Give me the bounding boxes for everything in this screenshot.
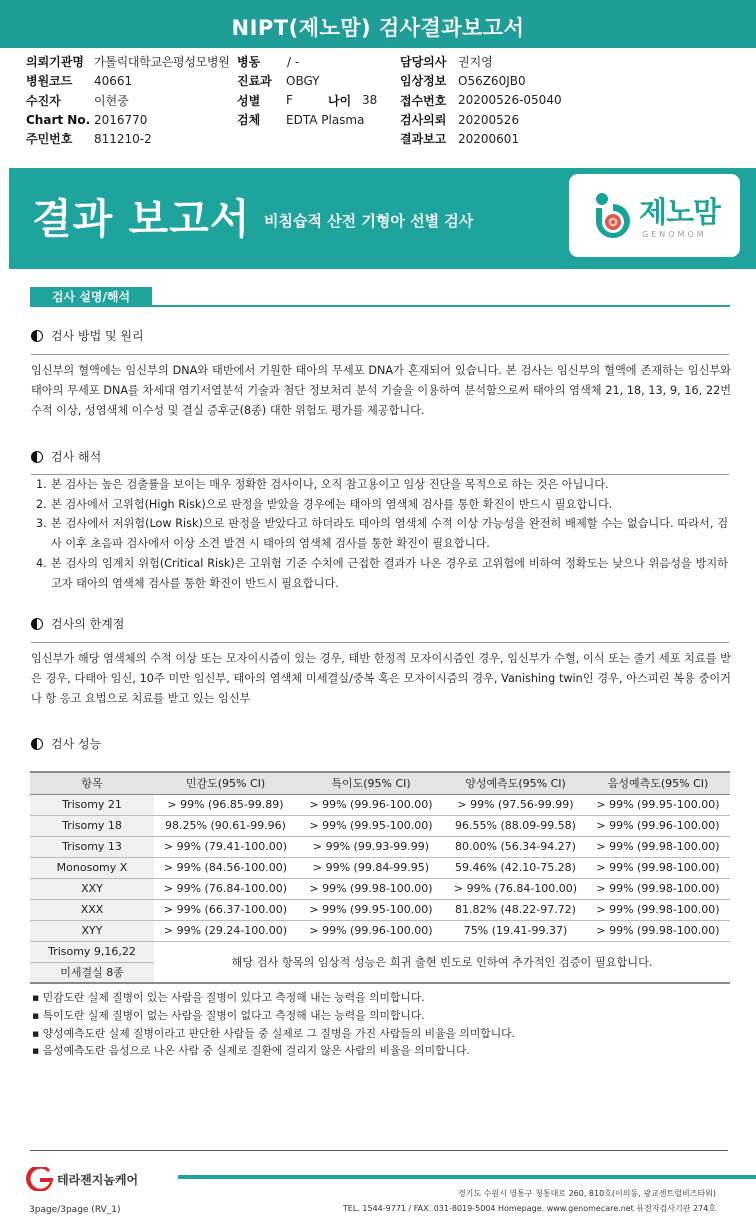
table-cell: > 99% (99.95-100.00) [297, 815, 445, 836]
table-row [30, 857, 730, 878]
info-label: 임상정보 [400, 74, 447, 89]
table-cell: Trisomy 21 [30, 794, 154, 815]
info-hospital-row [26, 52, 230, 71]
table-note-cell: 해당 검사 항목의 임상적 성능은 희귀 출현 빈도로 인하여 추가적인 검증이 필요합니다. [154, 941, 730, 983]
column-header: 항목 [30, 772, 154, 794]
limits-text: 임신부가 해당 염색체의 수적 이상 또는 모자이시즘이 있는 경우, 태반 한정적 모자이시즘인 경우, 임신부가 수혈, 이식 또는 줄기 세포 치료를 받은 경우, 다태아 임신, 10주 미만 임신부, 태아의 염색체 미세결실/중복 혹은 모자이시즘의 경우, Vanishing twin인 경우, 아스피린 복용 중이거나 항 응고 요법으로 치료를 받고 있는 임신부 [31, 652, 731, 705]
info-value: / - [287, 54, 300, 69]
table-cell: XXY [30, 878, 154, 899]
list-item: 3. 본 검사에서 저위험(Low Risk)으로 판정을 받았다고 하더라도 태아의 염색체 수적 이상 가능성을 완전히 배제할 수는 없습니다. 따라서, 검사 이후 초음파 검사에서 이상 소견 발견 시 태아의 염색체 검사를 통한 확진이 필요합니다. [36, 517, 728, 551]
table-cell: > 99% (99.96-100.00) [586, 815, 730, 836]
info-label: 담당의사 [400, 55, 447, 70]
info-value: 20200526-05040 [458, 93, 562, 108]
divider [31, 642, 729, 643]
method-text: 임신부의 혈액에는 임신부의 DNA와 태반에서 기원한 태아의 무세포 DNA가 혼재되어 있습니다. 본 검사는 임신부의 혈액에 존재하는 임신부와 태아의 무세포 DNA를 차세대 염기서열분석 기술과 첨단 정보처리 분석 기술을 이용하여 분석함으로써 태아의 염색체 21, 18, 13, 9, 16, 22번 수적 이상, 성염색체 이수성 및 결실 증후군(8종) 대한 위험도 평가를 제공합니다. [31, 364, 731, 417]
table-row [30, 794, 730, 815]
table-cell: > 99% (76.84-100.00) [154, 878, 297, 899]
table-cell: > 99% (99.98-100.00) [586, 878, 730, 899]
heading-text: 검사의 한계점 [51, 617, 125, 631]
performance-heading [31, 735, 101, 752]
g-logo-icon [25, 1167, 55, 1191]
column-header: 음성예측도(95% CI) [586, 772, 730, 794]
table-row [30, 899, 730, 920]
info-report-row [400, 129, 562, 148]
info-value: 20200526 [458, 112, 520, 127]
divider [31, 354, 729, 355]
note-item: ▪ 음성예측도란 음성으로 나온 사람 중 실제로 질환에 걸리지 않은 사람의 비율을 의미합니다. [32, 1044, 470, 1058]
info-label: 진료과 [237, 74, 272, 89]
info-value: 가톨릭대학교은평성모병원 [94, 55, 230, 70]
performance-table [30, 771, 730, 984]
table-cell: XYY [30, 920, 154, 941]
info-value: EDTA Plasma [286, 112, 365, 127]
banner-title: 결과 보고서 [32, 195, 251, 243]
table-header-row [30, 772, 730, 794]
column-header: 양성예측도(95% CI) [445, 772, 586, 794]
info-column-1 [26, 52, 230, 148]
footer-accent-bar [178, 1175, 756, 1179]
info-patient-row [26, 91, 230, 110]
info-hospital-code-row [26, 71, 230, 90]
banner-subtitle: 비침습적 산전 기형아 선별 검사 [264, 212, 474, 230]
info-id-row [26, 129, 230, 148]
footer-divider [30, 1150, 728, 1151]
heading-text: 검사 해석 [51, 450, 102, 464]
info-label: 접수번호 [400, 93, 447, 108]
table-cell: Monosomy X [30, 857, 154, 878]
table-cell: 75% (19.41-99.37) [445, 920, 586, 941]
table-row [30, 836, 730, 857]
table-cell: > 99% (99.98-100.00) [586, 899, 730, 920]
table-cell: > 99% (99.84-99.95) [297, 857, 445, 878]
table-cell: > 99% (29.24-100.00) [154, 920, 297, 941]
info-specimen-row [237, 110, 377, 129]
info-value: 811210-2 [94, 131, 152, 146]
info-value: 이현중 [94, 93, 129, 108]
table-cell: 미세결실 8종 [30, 962, 154, 983]
table-cell: 98.25% (90.61-99.96) [154, 815, 297, 836]
info-label: 검사의뢰 [400, 113, 447, 128]
info-value: 권지영 [458, 55, 493, 70]
company-name: 테라젠지놈케어 [57, 1172, 139, 1187]
table-cell: > 99% (99.98-100.00) [586, 857, 730, 878]
table-cell: > 99% (99.98-100.00) [297, 878, 445, 899]
genomom-logo [569, 174, 740, 257]
half-circle-icon [31, 330, 43, 342]
info-value: OBGY [286, 73, 320, 88]
info-label: 병원코드 [26, 74, 73, 89]
info-label: 결과보고 [400, 132, 447, 147]
method-heading [31, 327, 144, 344]
list-item: 2. 본 검사에서 고위험(High Risk)으로 판정을 받았을 경우에는 태아의 염색체 검사를 통한 확진이 반드시 필요합니다. [36, 497, 613, 511]
table-cell: > 99% (79.41-100.00) [154, 836, 297, 857]
info-sex-row [237, 91, 377, 110]
table-cell: > 99% (99.98-100.00) [586, 836, 730, 857]
table-cell: Trisomy 9,16,22 [30, 941, 154, 962]
interpret-list [36, 475, 728, 593]
info-label: Chart No. [26, 112, 91, 127]
page-number: 3page/3page (RV_1) [29, 1205, 121, 1215]
info-receipt-row [400, 91, 562, 110]
table-cell: 80.00% (56.34-94.27) [445, 836, 586, 857]
table-cell: XXX [30, 899, 154, 920]
half-circle-icon [31, 738, 43, 750]
info-label: 주민번호 [26, 132, 73, 147]
info-dept-row [237, 71, 377, 90]
info-label: 성별 [237, 93, 261, 108]
note-item: ▪ 민감도란 실제 질병이 있는 사람을 질병이 있다고 측정해 내는 능력을 의미합니다. [32, 991, 425, 1004]
info-column-3 [400, 52, 562, 148]
info-value: 2016770 [94, 112, 148, 127]
heading-text: 검사 방법 및 원리 [51, 329, 144, 343]
info-chart-row [26, 110, 230, 129]
table-cell: > 99% (99.95-100.00) [297, 899, 445, 920]
table-cell: > 99% (97.56-99.99) [445, 794, 586, 815]
info-value: 20200601 [458, 131, 520, 146]
column-header: 민감도(95% CI) [154, 772, 297, 794]
info-value: 40661 [94, 73, 133, 88]
limits-heading [31, 615, 124, 632]
info-value: 38 [362, 93, 378, 108]
info-label: 병동 [237, 55, 261, 70]
table-cell: > 99% (99.96-100.00) [297, 794, 445, 815]
column-header: 특이도(95% CI) [297, 772, 445, 794]
table-cell: 96.55% (88.09-99.58) [445, 815, 586, 836]
logo-english: GENOMOM [642, 230, 707, 239]
table-cell: 59.46% (42.10-75.28) [445, 857, 586, 878]
table-cell: > 99% (96.85-99.89) [154, 794, 297, 815]
list-item: 4. 본 검사의 임계치 위험(Critical Risk)은 고위험 기준 수치에 근접한 결과가 나온 경우로 고위험에 비하여 정확도는 낮으나 위음성을 방지하고자 태아의 염색체 검사를 통한 확진이 반드시 필요합니다. [36, 556, 728, 590]
note-item: ▪ 양성예측도란 실제 질병이라고 판단한 사람들 중 실제로 그 질병을 가진 사람들의 비율을 의미합니다. [32, 1026, 515, 1040]
table-cell: > 99% (99.98-100.00) [586, 920, 730, 941]
tab-underline [30, 305, 730, 307]
info-label: 검체 [237, 113, 261, 128]
company-logo [25, 1167, 138, 1191]
table-cell: > 99% (99.96-100.00) [297, 920, 445, 941]
note-item: ▪ 특이도란 실제 질병이 없는 사람을 질병이 없다고 측정해 내는 능력을 의미합니다. [32, 1008, 425, 1022]
genomom-mother-icon [591, 192, 635, 240]
info-column-2 [237, 52, 377, 129]
info-label: 나이 [328, 93, 352, 108]
table-cell: > 99% (99.95-100.00) [586, 794, 730, 815]
table-row [30, 920, 730, 941]
table-cell: > 99% (84.56-100.00) [154, 857, 297, 878]
interpret-heading [31, 448, 101, 465]
table-cell: > 99% (76.84-100.00) [445, 878, 586, 899]
report-title: NIPT(제노맘) 검사결과보고서 [0, 0, 756, 48]
info-value: O56Z60JB0 [458, 73, 526, 88]
heading-text: 검사 성능 [51, 737, 102, 751]
info-doctor-row [400, 52, 562, 71]
info-request-row [400, 110, 562, 129]
info-clinical-row [400, 71, 562, 90]
table-row [30, 878, 730, 899]
footer-address: 경기도 수원시 영통구 청통대로 260, 810호(이의동, 광교센트럴비즈타워) [457, 1189, 716, 1198]
definition-notes [32, 989, 515, 1060]
table-row [30, 815, 730, 836]
table-cell: > 99% (66.37-100.00) [154, 899, 297, 920]
list-item: 1. 본 검사는 높은 검출률을 보이는 매우 정확한 검사이나, 오직 참고용이고 임상 진단을 목적으로 하는 것은 아닙니다. [36, 478, 609, 491]
table-cell: Trisomy 18 [30, 815, 154, 836]
table-cell: 81.82% (48.22-97.72) [445, 899, 586, 920]
result-banner [9, 168, 756, 269]
section-tab: 검사 설명/해석 [30, 287, 152, 307]
half-circle-icon [31, 618, 43, 630]
info-value: F [286, 93, 293, 108]
info-ward-row [237, 52, 377, 71]
footer-contact: TEL. 1544-9771 / FAX. 031-8019-5004 Homepage. www.genomecare.net 유전자검사기관 274호 [342, 1204, 716, 1213]
table-cell: > 99% (99.93-99.99) [297, 836, 445, 857]
info-label: 수진자 [26, 93, 61, 108]
logo-text: 제노맘 [639, 195, 721, 229]
info-label: 의뢰기관명 [26, 55, 84, 70]
half-circle-icon [31, 451, 43, 463]
table-cell: Trisomy 13 [30, 836, 154, 857]
table-row [30, 941, 730, 962]
